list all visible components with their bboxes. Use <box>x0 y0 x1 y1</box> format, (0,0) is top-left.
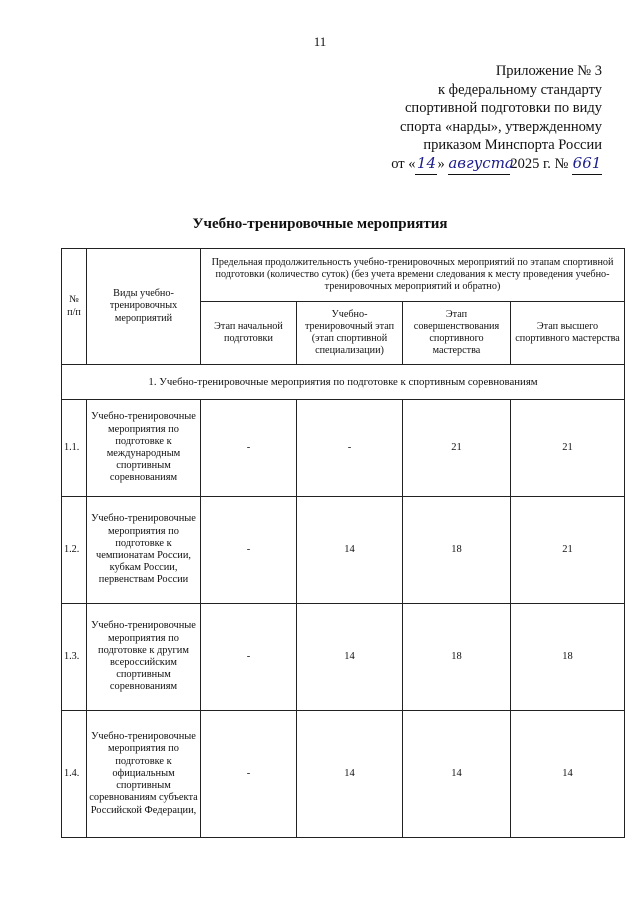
row-num: 1.2. <box>62 497 87 604</box>
table-header-row <box>62 249 625 302</box>
row-value: - <box>297 400 403 497</box>
page-number: 11 <box>313 34 327 49</box>
row-value: - <box>201 400 297 497</box>
order-day: 14 <box>416 153 437 172</box>
header-type: Виды учебно-тренировочных мероприятий <box>87 249 201 365</box>
order-number: 661 <box>572 153 602 172</box>
row-num: 1.3. <box>62 604 87 711</box>
table-row <box>62 604 625 711</box>
row-value: 14 <box>297 604 403 711</box>
header-num: № п/п <box>62 249 87 365</box>
table-row <box>62 497 625 604</box>
header-stage: Этап совершенствования спортивного мастерства <box>403 302 511 365</box>
header-stage: Этап высшего спортивного мастерства <box>511 302 625 365</box>
header-stage: Этап начальной подготовки <box>201 302 297 365</box>
row-value: 21 <box>511 497 625 604</box>
section-row <box>62 365 625 400</box>
row-value: 18 <box>511 604 625 711</box>
table-row <box>62 711 625 838</box>
appendix-line: спортивной подготовки по виду <box>405 100 602 117</box>
row-type: Учебно-тренировочные мероприятия по подготовке к чемпионатам России, кубкам России, первенствам России <box>87 497 201 604</box>
section-title: 1. Учебно-тренировочные мероприятия по подготовке к спортивным соревнованиям <box>62 365 625 400</box>
row-value: 21 <box>511 400 625 497</box>
order-line <box>391 155 602 175</box>
order-prefix: от « <box>391 155 416 172</box>
header-stage: Учебно-тренировочный этап (этап спортивной специализации) <box>297 302 403 365</box>
order-year: 2025 г. № <box>510 155 569 172</box>
row-value: - <box>201 604 297 711</box>
row-num: 1.4. <box>62 711 87 838</box>
row-value: 18 <box>403 604 511 711</box>
appendix-line: приказом Минспорта России <box>423 137 602 154</box>
row-num: 1.1. <box>62 400 87 497</box>
row-value: 14 <box>297 497 403 604</box>
order-day-field <box>415 155 437 175</box>
order-month-field <box>448 153 514 175</box>
document-title: Учебно-тренировочные мероприятия <box>192 216 448 232</box>
row-type: Учебно-тренировочные мероприятия по подготовке к международным спортивным соревнованиям <box>87 400 201 497</box>
appendix-line: к федеральному стандарту <box>438 81 602 98</box>
row-value: - <box>201 497 297 604</box>
appendix-line: Приложение № 3 <box>495 63 602 79</box>
row-value: 14 <box>403 711 511 838</box>
order-mid: » <box>437 155 445 172</box>
row-value: 18 <box>403 497 511 604</box>
row-type: Учебно-тренировочные мероприятия по подготовке к официальным спортивным соревнованиям субъекта Российской Федерации, <box>87 711 201 838</box>
order-number-field <box>572 155 602 175</box>
header-limit: Предельная продолжительность учебно-тренировочных мероприятий по этапам спортивной подготовки (количество суток) (без учета времени следования к месту проведения учебно-тренировочных мероприятий и обратно) <box>201 249 625 302</box>
row-value: 14 <box>297 711 403 838</box>
row-value: 14 <box>511 711 625 838</box>
table-row <box>62 400 625 497</box>
order-month: августа <box>448 153 514 172</box>
row-value: - <box>201 711 297 838</box>
appendix-block <box>391 62 602 175</box>
row-type: Учебно-тренировочные мероприятия по подготовке к другим всероссийским спортивным соревнованиям <box>87 604 201 711</box>
row-value: 21 <box>403 400 511 497</box>
appendix-line: спорта «нарды», утвержденному <box>400 118 602 135</box>
events-table <box>61 248 625 838</box>
